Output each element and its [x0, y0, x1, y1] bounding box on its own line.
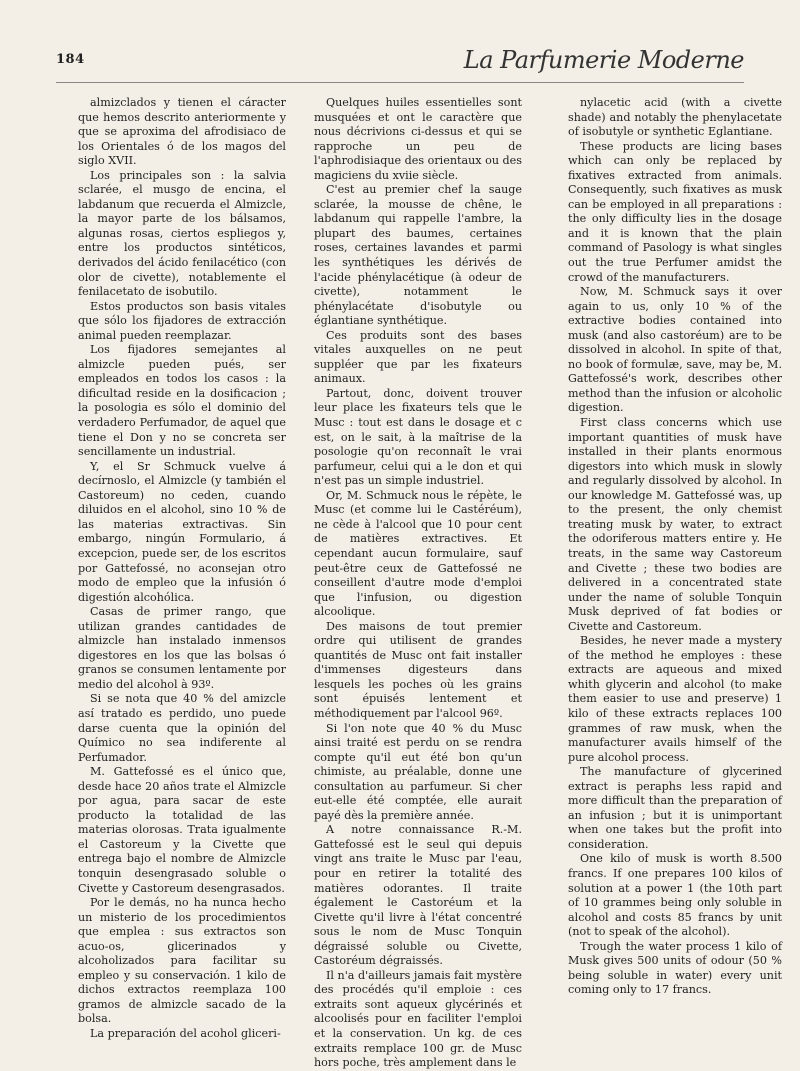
paragraph: Los fijadores semejantes al almizcle pueden pués, ser empleados en todos los casos : la dificultad reside en la dosificacion ; la posologia es sólo el dominio del verdadero Perfumador, de aquel que tiene el Don y no se concreta ser sencillamente un industrial. — [78, 343, 286, 459]
paragraph: C'est au premier chef la sauge sclarée, la mousse de chêne, le labdanum qui rappelle l'ambre, la plupart des baumes, certaines roses, certaines lavandes et parmi les synthétiques les dérivés de l'acide phénylacétique (à odeur de civette), notamment le phénylacétate d'isobutyle ou églantiane synthétique. — [314, 183, 522, 328]
paragraph: Ces produits sont des bases vitales auxquelles on ne peut suppléer que par les fixateurs animaux. — [314, 328, 522, 386]
paragraph: La preparación del acohol gliceri- — [90, 1027, 281, 1040]
page-header — [56, 46, 744, 82]
paragraph: Estos productos son basis vitales que sólo los fijadores de extracción animal pueden reemplazar. — [78, 299, 286, 342]
column-spanish — [78, 96, 286, 1042]
paragraph: Or, M. Schmuck nous le répète, le Musc (et comme lui le Castéréum), ne cède à l'alcool que 10 pour cent de matières extractives. Et cependant aucun formulaire, sauf peut-être ceux de Gattefossé ne conseillent d'autre mode d'emploi que l'infusion, ou digestion alcoolique. — [314, 488, 522, 619]
paragraph: Los principales son : la salvia sclarée, el musgo de encina, el labdanum que recuerda el Almizcle, la mayor parte de los bálsamos, algunas rosas, ciertos espliegos y, entre los productos sintéticos, derivados del ácido fenilacético (con olor de civette), notablemente el fenilacetato de isobutilo. — [78, 168, 286, 299]
page-number: 184 — [56, 52, 85, 67]
paragraph: Y, el Sr Schmuck vuelve á decírnoslo, el Almizcle (y también el Castoreum) no ceden, cuando diluidos en el alcohol, sino 10 % de las materias extractivas. Sin embargo, ningún Formulario, á excepcion, puede ser, de los escritos por Gattefossé, no aconsejan otro modo de empleo que la infusión ó digestión alcohólica. — [78, 459, 286, 604]
paragraph: Casas de primer rango, que utilizan grandes cantidades de almizcle han instalado inmensos digestores en los que las bolsas ó granos se consumen lentamente por medio del alcohol à 93º. — [78, 605, 286, 691]
paragraph: nylacetic acid (with a civette shade) and notably the phenylacetate of isobutyle or synthetic Eglantiane. — [568, 96, 782, 139]
paragraph: The manufacture of glycerined extract is peraphs less rapid and more difficult than the preparation of an infusion ; but it is unimportant when one takes but the profit into consideration. — [568, 765, 782, 851]
paragraph: Si l'on note que 40 % du Musc ainsi traité est perdu on se rendra compte qu'il eut été bon qu'un chimiste, au préalable, donne une consultation au parfumeur. Si cher eut-elle été comptée, elle aurait payé dès la première année. — [314, 721, 522, 822]
header-rule — [56, 82, 744, 83]
paragraph: Trough the water process 1 kilo of Musk gives 500 units of odour (50 % being soluble in water) every unit coming only to 17 francs. — [568, 939, 782, 997]
paragraph: First class concerns which use important quantities of musk have installed in their plants enormous digestors into which musk in slowly and regularly dissolved by alcohol. In our knowledge M. Gattefossé was, up to the present, the only chemist treating musk by water, to extract the odoriferous matters entire y. He treats, in the same way Castoreum and Civette ; these two bodies are delivered in a concentrated state under the name of soluble Tonquin Musk deprived of fat bodies or Civette and Castoreum. — [568, 416, 782, 633]
magazine-title: La Parfumerie Moderne — [463, 46, 744, 74]
column-french — [314, 96, 522, 1071]
paragraph: A notre connaissance R.-M. Gattefossé est le seul qui depuis vingt ans traite le Musc par l'eau, pour en retirer la totalité des matières odorantes. Il traite également le Castoréum et la Civette qu'il livre à l'état concentré sous le nom de Musc Tonquin dégraissé soluble ou Civette, Castoréum dégraissés. — [314, 823, 522, 968]
paragraph: Il n'a d'ailleurs jamais fait mystère des procédés qu'il emploie : ces extraits sont aqueux glycérinés et alcoolisés pour en faciliter l'emploi et la conservation. Un kg. de ces extraits remplace 100 gr. de Musc hors poche, très amplement dans le — [314, 968, 522, 1070]
paragraph: almizclados y tienen el cáracter que hemos descrito anteriormente y que se aproxima del afrodisiaco de los Orientales ó de los magos del siglo XVII. — [78, 96, 286, 168]
paragraph: One kilo of musk is worth 8.500 francs. If one prepares 100 kilos of solution at a power 1 (the 10th part of 10 grammes being only soluble in alcohol and costs 85 francs by unit (not to speak of the alcohol). — [568, 852, 782, 939]
paragraph: Por le demás, no ha nunca hecho un misterio de los procedimientos que emplea : sus extractos son acuo-os, glicerinados y alcoholizados para facilitar su empleo y su conservación. 1 kilo de dichos extractos reemplaza 100 gramos de almizcle sacado de la bolsa. — [78, 896, 286, 1026]
paragraph: Des maisons de tout premier ordre qui utilisent de grandes quantités de Musc ont fait installer d'immenses digesteurs dans lesquels les poches où les grains sont épuisés lentement et méthodiquement par l'alcool 96º. — [314, 619, 522, 720]
paragraph: Besides, he never made a mystery of the method he employes : these extracts are aqueous and mixed whith glycerin and alcohol (to make them easier to use and preserve) 1 kilo of these extracts replaces 100 grammes of raw musk, when the manufacturer avails himself of the pure alcohol process. — [568, 634, 782, 764]
paragraph: M. Gattefossé es el único que, desde hace 20 años trate el Almizcle por agua, para sacar de este producto la totalidad de las materias olorosas. Trata igualmente el Castoreum y la Civette que entrega bajo el nombre de Almizcle tonquin desengrasado soluble o Civette y Castoreum desengrasados. — [78, 765, 286, 895]
paragraph: Si se nota que 40 % del amizcle así tratado es perdido, uno puede darse cuenta que la opinión del Químico no sea indiferente al Perfumador. — [78, 692, 286, 764]
paragraph: Quelques huiles essentielles sont musquées et ont le caractère que nous décrivions ci-dessus et qui se rapproche un peu de l'aphrodisiaque des orientaux ou des magiciens du xviie siècle. — [314, 96, 522, 182]
paragraph: Partout, donc, doivent trouver leur place les fixateurs tels que le Musc : tout est dans le dosage et c est, on le sait, à la maîtrise de la posologie qu'on reconnaît le vrai parfumeur, celui qui a le don et qui n'est pas un simple industriel. — [314, 386, 522, 488]
paragraph: Now, M. Schmuck says it over again to us, only 10 % of the extractive bodies contained into musk (and also castoréum) are to be dissolved in alcohol. In spite of that, no book of formulæ, save, may be, M. Gattefossé's work, describes other method than the infusion or alcoholic digestion. — [568, 285, 782, 415]
paragraph: These products are licing bases which can only be replaced by fixatives extracted from animals. Consequently, such fixatives as musk can be employed in all preparations : the only difficulty lies in the dosage and it is known that the plain command of Pasology is what singles out the true Perfumer amidst the crowd of the manufacturers. — [568, 139, 782, 284]
column-english — [568, 96, 782, 998]
